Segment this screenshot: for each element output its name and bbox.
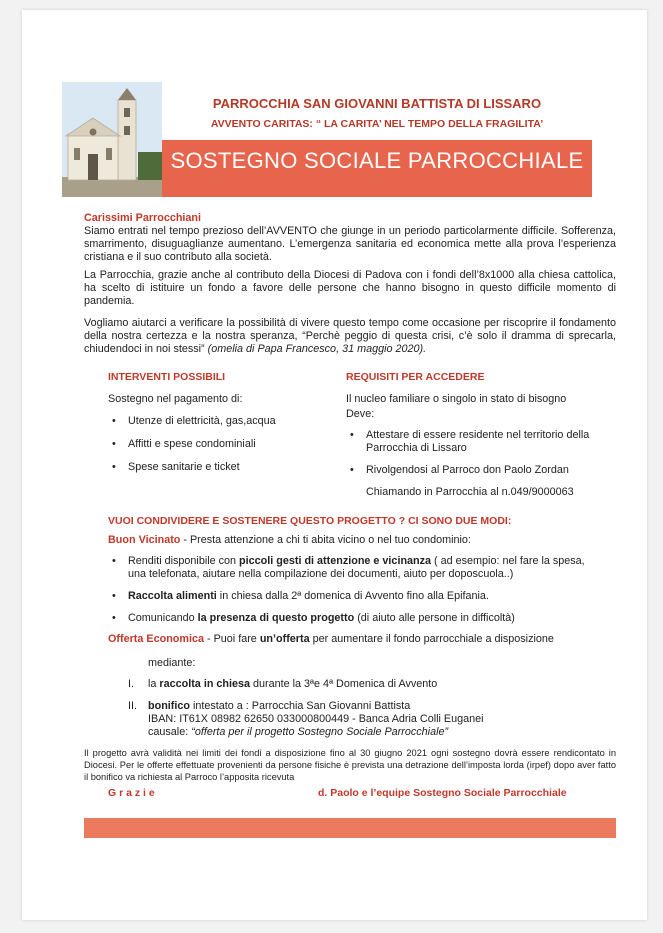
church-illustration <box>62 82 162 197</box>
footer-band <box>84 818 616 838</box>
list-item-bold: Raccolta alimenti <box>128 590 217 602</box>
greeting: Carissimi Parrocchiani <box>84 212 202 224</box>
list-item-text: Renditi disponibile con <box>128 555 240 567</box>
requisiti-list <box>346 429 616 477</box>
requisiti-section <box>346 371 616 499</box>
intro-section <box>84 212 616 264</box>
requisiti-lead: Il nucleo familiare o singolo in stato di bisogno <box>346 393 567 405</box>
list-item-text: ( ad esempio: nel fare la spesa, una telefonata, aiutare nella compilazione dei documenti, aiuto per doposcuola..) <box>128 555 585 580</box>
list-item-text: (di aiuto alle persone in difficoltà) <box>354 612 515 624</box>
list-item: • Affitti e spese condominiali <box>108 438 328 451</box>
offerta-option-2 <box>128 700 598 739</box>
offerta-label: Offerta Economica <box>108 633 204 645</box>
list-item: • Utenze di elettricità, gas,acqua <box>108 415 328 428</box>
requisiti-heading: REQUISITI PER ACCEDERE <box>346 371 485 383</box>
church-photo <box>62 82 162 197</box>
homily-citation: (omelia di Papa Francesco, 31 maggio 2020). <box>207 343 427 355</box>
interventi-list <box>108 415 328 474</box>
offerta-text: - Puoi fare <box>204 633 260 645</box>
banner-title: SOSTEGNO SOCIALE PARROCCHIALE <box>170 148 584 173</box>
option-bold: raccolta in chiesa <box>159 678 251 690</box>
option-text: durante la 3ªe 4ª Domenica di Avvento <box>250 678 438 690</box>
list-item-text: in chiesa dalla 2ª domenica di Avvento fino alla Epifania. <box>216 590 489 602</box>
buon-vicinato-label: Buon Vicinato <box>108 534 181 546</box>
signature: d. Paolo e l’equipe Sostegno Sociale Parrocchiale <box>318 787 567 799</box>
offerta-text: per aumentare il fondo parrocchiale a disposizione <box>309 633 554 645</box>
requisiti-deve: Deve: <box>346 408 375 420</box>
list-item: • Spese sanitarie e ticket <box>108 461 328 474</box>
interventi-section <box>108 371 328 474</box>
grazie: G r a z i e <box>108 787 155 799</box>
interventi-heading: INTERVENTI POSSIBILI <box>108 371 226 383</box>
causale <box>128 726 598 739</box>
footer-note: Il progetto avrà validità nei limiti dei fondi a disposizione fino al 30 giugno 2021 ogni sostegno dovrà essere rendicontato in Diocesi. Per le offerte effettuate provenienti da persone fisiche è prevista una detrazione dell’imposta lorda (irpef) dopo aver fatto il bonifico va richiesta al Parroco l’apposita ricevuta <box>84 748 616 782</box>
option-text: la <box>148 678 160 690</box>
intro-paragraph-2-block <box>84 269 616 308</box>
intro-paragraph-2: La Parrocchia, grazie anche al contributo della Diocesi di Padova con i fondi dell’8x1000 alla chiesa cattolica, ha scelto di istituire un fondo a favore delle persone che hanno bisogno in questo difficile momento di pandemia. <box>84 269 616 307</box>
list-item <box>108 555 588 581</box>
list-item-bold: piccoli gesti di attenzione e vicinanza <box>239 555 432 567</box>
intro-paragraph-3-block <box>84 317 616 356</box>
interventi-lead: Sostegno nel pagamento di: <box>108 393 243 405</box>
offerta-bold: un’offerta <box>259 633 310 645</box>
option-bold: bonifico <box>148 700 190 712</box>
share-heading-block <box>108 515 618 528</box>
list-item-bold: la presenza di questo progetto <box>197 612 355 624</box>
list-item: • Attestare di essere residente nel territorio della Parrocchia di Lissaro <box>346 429 616 455</box>
parish-phone: Chiamando in Parrocchia al n.049/9000063 <box>366 486 574 498</box>
buon-vicinato-block <box>108 534 618 547</box>
buon-vicinato-text: - Presta attenzione a chi ti abita vicino o nel tuo condominio: <box>180 534 471 546</box>
buon-vicinato-list <box>108 555 588 625</box>
intro-paragraph-3-text: Vogliamo aiutarci a verificare la possibilità di vivere questo tempo come occasione per riscoprire il fondamento della nostra certezza e la nostra speranza, “Perchè peggio di questa crisi, c’è solo il dramma di sprecarla, chiudendoci in noi stessi” <box>84 317 616 355</box>
offerta-block <box>108 633 618 646</box>
option-number: II. <box>128 700 137 712</box>
causale-value: “offerta per il progetto Sostegno Sociale Parrocchiale” <box>191 726 449 738</box>
list-item <box>108 590 588 603</box>
list-item <box>108 612 588 625</box>
advent-subtitle: AVVENTO CARITAS: “ LA CARITA’ NEL TEMPO DELLA FRAGILITA’ <box>210 118 544 130</box>
offerta-option-1 <box>128 678 598 691</box>
list-item-text: Comunicando <box>128 612 198 624</box>
footer-note-block <box>84 747 616 783</box>
share-heading: VUOI CONDIVIDERE E SOSTENERE QUESTO PROGETTO ? CI SONO DUE MODI: <box>108 515 512 527</box>
intro-paragraph-1: Siamo entrati nel tempo prezioso dell’AVVENTO che giunge in un periodo particolarmente difficile. Sofferenza, smarrimento, disuguaglianze aumentano. L’emergenza sanitaria ed economica mette alla prova l’esperienza cristiana e il suo contributo alla società. <box>84 225 616 263</box>
option-text: intestato a : Parrocchia San Giovanni Battista <box>189 700 411 712</box>
list-item: • Rivolgendosi al Parroco don Paolo Zordan <box>346 464 616 477</box>
intro-paragraph-3 <box>84 317 616 356</box>
option-number: I. <box>128 678 134 690</box>
causale-label: causale: <box>148 726 192 738</box>
mediante: mediante: <box>148 657 196 669</box>
parish-title: PARROCCHIA SAN GIOVANNI BATTISTA DI LISSARO <box>212 96 542 111</box>
iban: IBAN: IT61X 08982 62650 033000800449 - Banca Adria Colli Euganei <box>148 713 484 725</box>
